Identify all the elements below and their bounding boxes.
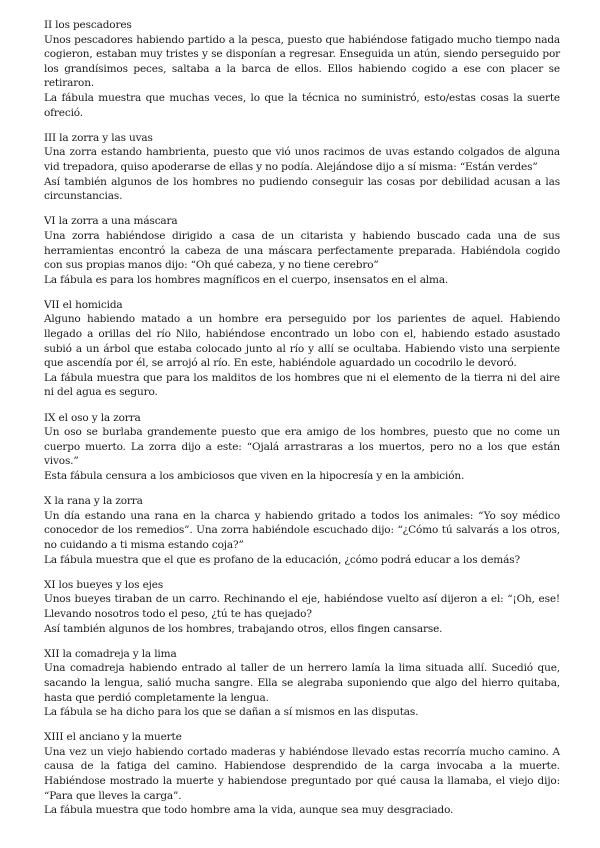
fable-text: Una zorra estando hambrienta, puesto que vió unos racimos de uvas estando colgados de alguna vid trepadora, quiso apoderarse de ellas y no podía. Alejándose dijo a sí misma: “Están verdes” [44,146,560,173]
fable-text: Unos bueyes tiraban de un carro. Rechinando el eje, habiéndose vuelto así dijeron a el: “¡Oh, ese! Llevando nosotros todo el peso, ¿tú te has quejado? [44,593,560,620]
fable-title: VII el homicida [44,298,123,311]
fable-moral: La fábula muestra que muchas veces, lo que la técnica no suministró, esto/estas cosas la suerte ofreció. [44,91,560,119]
fable-moral: Así también algunos de los hombres no pudiendo conseguir las cosas por debilidad acusan a las circunstancias. [44,175,560,203]
fable-moral: La fábula muestra que para los malditos de los hombres que ni el elemento de la tierra ni del aire ni del agua es seguro. [44,371,560,399]
fable-title: XIII el anciano y la muerte [44,731,182,744]
fable-title: VI la zorra a una máscara [44,215,178,228]
fable-moral: La fábula muestra que el que es profano de la educación, ¿cómo podrá educar a los demás? [44,553,520,566]
fable-moral: Esta fábula censura a los ambiciosos que viven en la hipocresía y en la ambición. [44,470,465,482]
fable-section [44,131,560,204]
fable-text: Un oso se burlaba grandemente puesto que era amigo de los hombres, puesto que no come un cuerpo muerto. La zorra dijo a este: “Ojalá arrastraras a los muertos, pero no a los que están vivos.” [44,426,560,468]
fable-text: Una zorra habiéndose dirigido a casa de un citarista y habiendo buscado cada una de sus herramientas encontró la cabeza de una máscara perfectamente preparada. Habiéndola cogido con sus propias manos dijo: “Oh qué cabeza, y no tiene cerebro” [44,229,560,272]
fable-text: Unos pescadores habiendo partido a la pesca, puesto que habiéndose fatigado mucho tiempo nada cogieron, estaban muy tristes y se disponían a regresar. Enseguida un atún, siendo perseguido por los grandísimos peces, saltaba a la barca de ellos. Ellos habiendo cogido a ese con placer se retiraron. [44,33,560,90]
fable-section [44,730,560,818]
fable-title: XII la comadreja y la lima [44,647,177,660]
fable-title: XI los bueyes y los ejes [44,578,164,591]
fable-text: Una vez un viejo habiendo cortado maderas y habiéndose llevado estas recorría mucho camino. A causa de la fatiga del camino. Habiendose desprendido de la carga invocaba a la muerte. Habiéndose mostrado la muerte y habiendose preguntado por qué causa la llamaba, el viejo dijo: “Para que lleves la carga”. [44,745,560,802]
fable-section [44,298,560,400]
fable-section [44,494,560,567]
document-page [44,18,560,828]
fable-title: X la rana y la zorra [44,495,143,508]
fable-text: Una comadreja habiendo entrado al taller de un herrero lamía la lima situada allí. Sucedió que, sacando la lengua, salió mucha sangre. Ella se alegraba suponiendo que algo del hierro quitaba, hasta que perdió completamente la lengua. [44,662,560,704]
fable-moral: Así también algunos de los hombres, trabajando otros, ellos fingen cansarse. [44,622,443,635]
fable-section [44,18,560,120]
fable-section [44,214,560,287]
fable-text: Un día estando una rana en la charca y habiendo gritado a todos los animales: “Yo soy médico conocedor de los remedios”. Una zorra habiéndole escuchado dijo: “¿Cómo tú salvarás a los otros, no cuidando a ti misma estando coja?” [44,509,560,551]
fable-section [44,647,560,720]
fable-moral: La fábula muestra que todo hombre ama la vida, aunque sea muy desgraciado. [44,804,454,817]
fable-text: Alguno habiendo matado a un hombre era perseguido por los parientes de aquel. Habiendo llegado a orillas del río Nilo, habiéndose encontrado un lobo con el, habiendo estado asustado subió a un árbol que estaba colocado junto al río y allí se ocultaba. Habiendo visto una serpiente que ascendía por él, se arrojó al río. En este, habiéndole aguardado un cocodrilo le devoró. [44,313,560,370]
fable-moral: La fábula se ha dicho para los que se dañan a sí mismos en las disputas. [44,706,419,719]
fable-title: IX el oso y la zorra [44,411,141,424]
fable-section [44,411,560,484]
fable-section [44,578,560,636]
fable-moral: La fábula es para los hombres magníficos en el cuerpo, insensatos en el alma. [44,273,449,286]
fable-title: II los pescadores [44,19,132,31]
fable-title: III la zorra y las uvas [44,131,153,144]
